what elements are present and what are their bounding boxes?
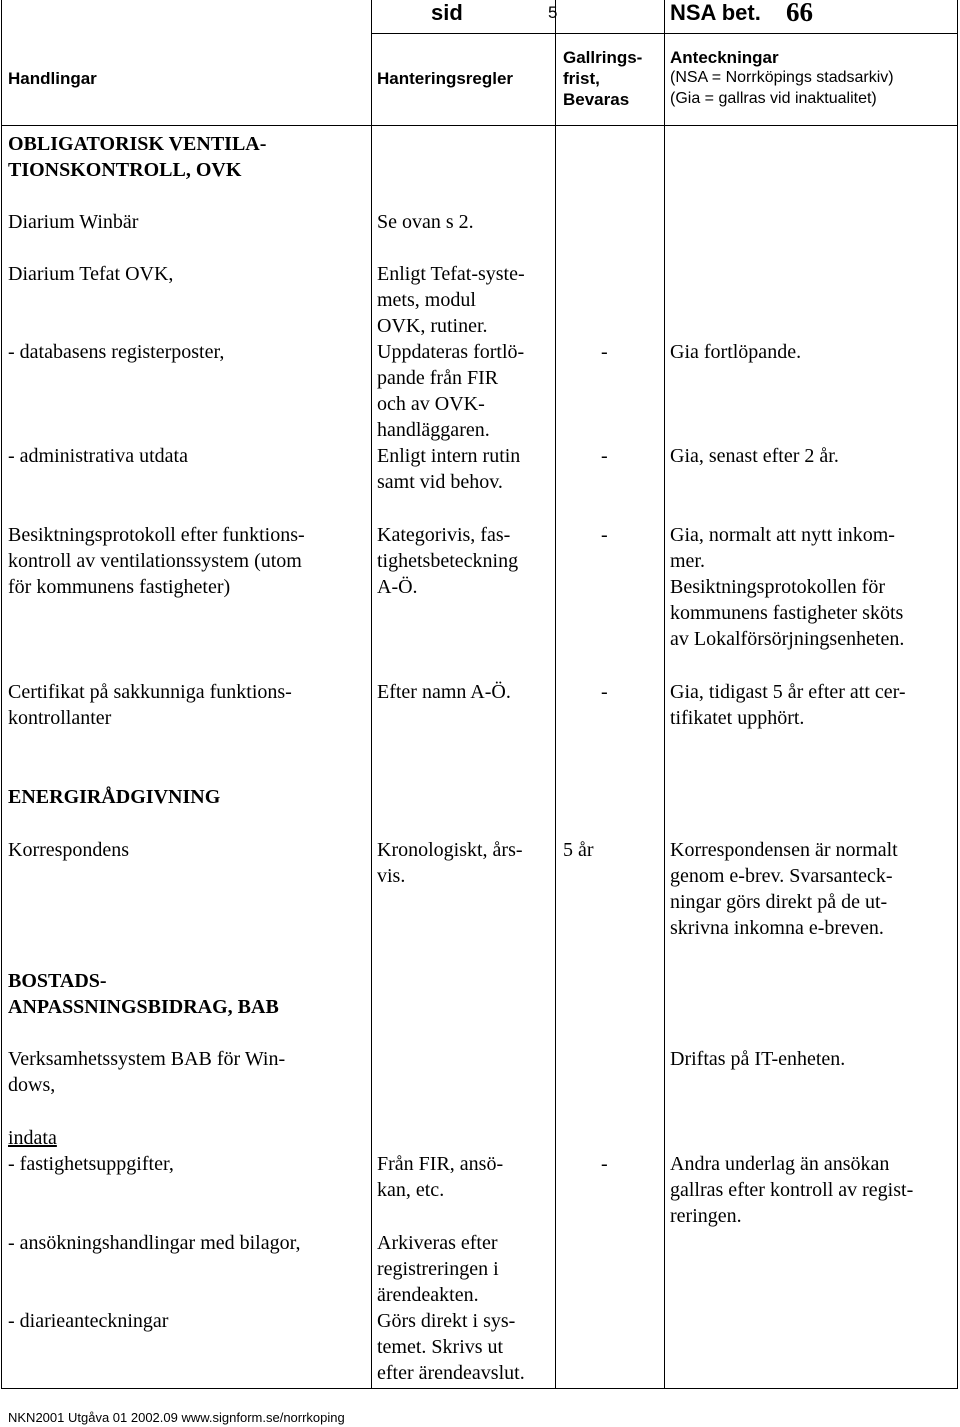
winbar-handling: Diarium Winbär [8,211,139,233]
fastighet-handling: - fastighetsuppgifter, [8,1153,174,1175]
fastighet-frist: - [601,1153,608,1175]
fastighet-regel: Från FIR, ansö- kan, etc. [377,1153,504,1201]
section-title-ovk [8,131,266,183]
databas-frist: - [601,341,608,363]
admin-note: Gia, senast efter 2 år. [670,445,839,467]
column-header-anteckningar-nsa: (NSA = Norrköpings stadsarkiv) [670,69,894,86]
column-header-frist-3: Bevaras [563,90,630,109]
column-header-anteckningar-gia: (Gia = gallras vid inaktualitet) [670,90,877,107]
cert-note: Gia, tidigast 5 år efter att cer- tifikatet upphört. [670,681,906,729]
besikt-note: Gia, normalt att nytt inkom- mer. Besiktningsprotokollen för kommunens fastigheter sköts av Lokalförsörjningsenheten. [670,524,905,650]
diarie-regel: Görs direkt i sys- temet. Skrivs ut efter ärendeavslut. [377,1310,525,1384]
databas-regel: Uppdateras fortlö- pande från FIR och av OVK- handläggaren. [377,341,525,441]
tefat-regel: Enligt Tefat-syste- mets, modul OVK, rutiner. [377,263,525,337]
winbar-regel: Se ovan s 2. [377,211,474,233]
besikt-regel: Kategorivis, fas- tighetsbeteckning A-Ö. [377,524,519,598]
page-number: 5 [548,3,558,22]
indata-label: indata [8,1127,57,1149]
korr-frist: 5 år [563,839,594,861]
cert-regel: Efter namn A-Ö. [377,681,511,703]
column-header-hanteringsregler: Hanteringsregler [377,69,514,88]
korr-note: Korrespondensen är normalt genom e-brev. Svarsanteck- ningar görs direkt på de ut- skrivna inkomna e-breven. [670,839,898,939]
table-rule-left [1,0,2,1389]
table-rule-right [957,0,958,1389]
cert-handling: Certifikat på sakkunniga funktions- kontrollanter [8,681,292,729]
besikt-handling: Besiktningsprotokoll efter funktions- kontroll av ventilationssystem (utom för kommunens fastigheter) [8,524,305,598]
korr-handling: Korrespondens [8,839,130,861]
column-header-frist-2: frist, [563,69,600,88]
header-bottom-rule [1,125,958,126]
tefat-handling: Diarium Tefat OVK, [8,263,174,285]
nsa-label: NSA bet. [670,0,761,25]
column-header-handlingar: Handlingar [8,69,97,88]
table-rule-col3 [555,0,556,1389]
verks-handling: Verksamhetssystem BAB för Win- dows, [8,1048,286,1096]
section-title-ovk-line1: OBLIGATORISK VENTILA- [8,133,267,155]
verks-note: Driftas på IT-enheten. [670,1048,846,1070]
header-top-rule [371,33,958,34]
nsa-number: 66 [786,0,813,27]
admin-frist: - [601,445,608,467]
table-rule-col2 [371,0,372,1389]
admin-regel: Enligt intern rutin samt vid behov. [377,445,521,493]
korr-regel: Kronologiskt, års- vis. [377,839,523,887]
databas-note: Gia fortlöpande. [670,341,802,363]
section-title-bab: BOSTADS- ANPASSNINGSBIDRAG, BAB [8,970,279,1018]
sid-label: sid [431,0,463,25]
cert-frist: - [601,681,608,703]
admin-handling: - administrativa utdata [8,445,188,467]
table-rule-col4 [664,0,665,1389]
footer-text: NKN2001 Utgåva 01 2002.09 www.signform.se/norrkoping [8,1410,345,1425]
databas-handling: - databasens registerposter, [8,341,225,363]
section-title-energi: ENERGIRÅDGIVNING [8,786,221,808]
ansokan-handling: - ansökningshandlingar med bilagor, [8,1232,301,1254]
ansokan-regel: Arkiveras efter registreringen i ärendeakten. [377,1232,499,1306]
fastighet-note: Andra underlag än ansökan gallras efter kontroll av regist- reringen. [670,1153,914,1227]
column-header-anteckningar: Anteckningar [670,48,779,67]
column-header-frist-1: Gallrings- [563,48,643,67]
diarie-handling: - diarieanteckningar [8,1310,169,1332]
table-bottom-rule [1,1388,958,1389]
section-title-ovk-line2: TIONSKONTROLL, OVK [8,159,242,181]
besikt-frist: - [601,524,608,546]
